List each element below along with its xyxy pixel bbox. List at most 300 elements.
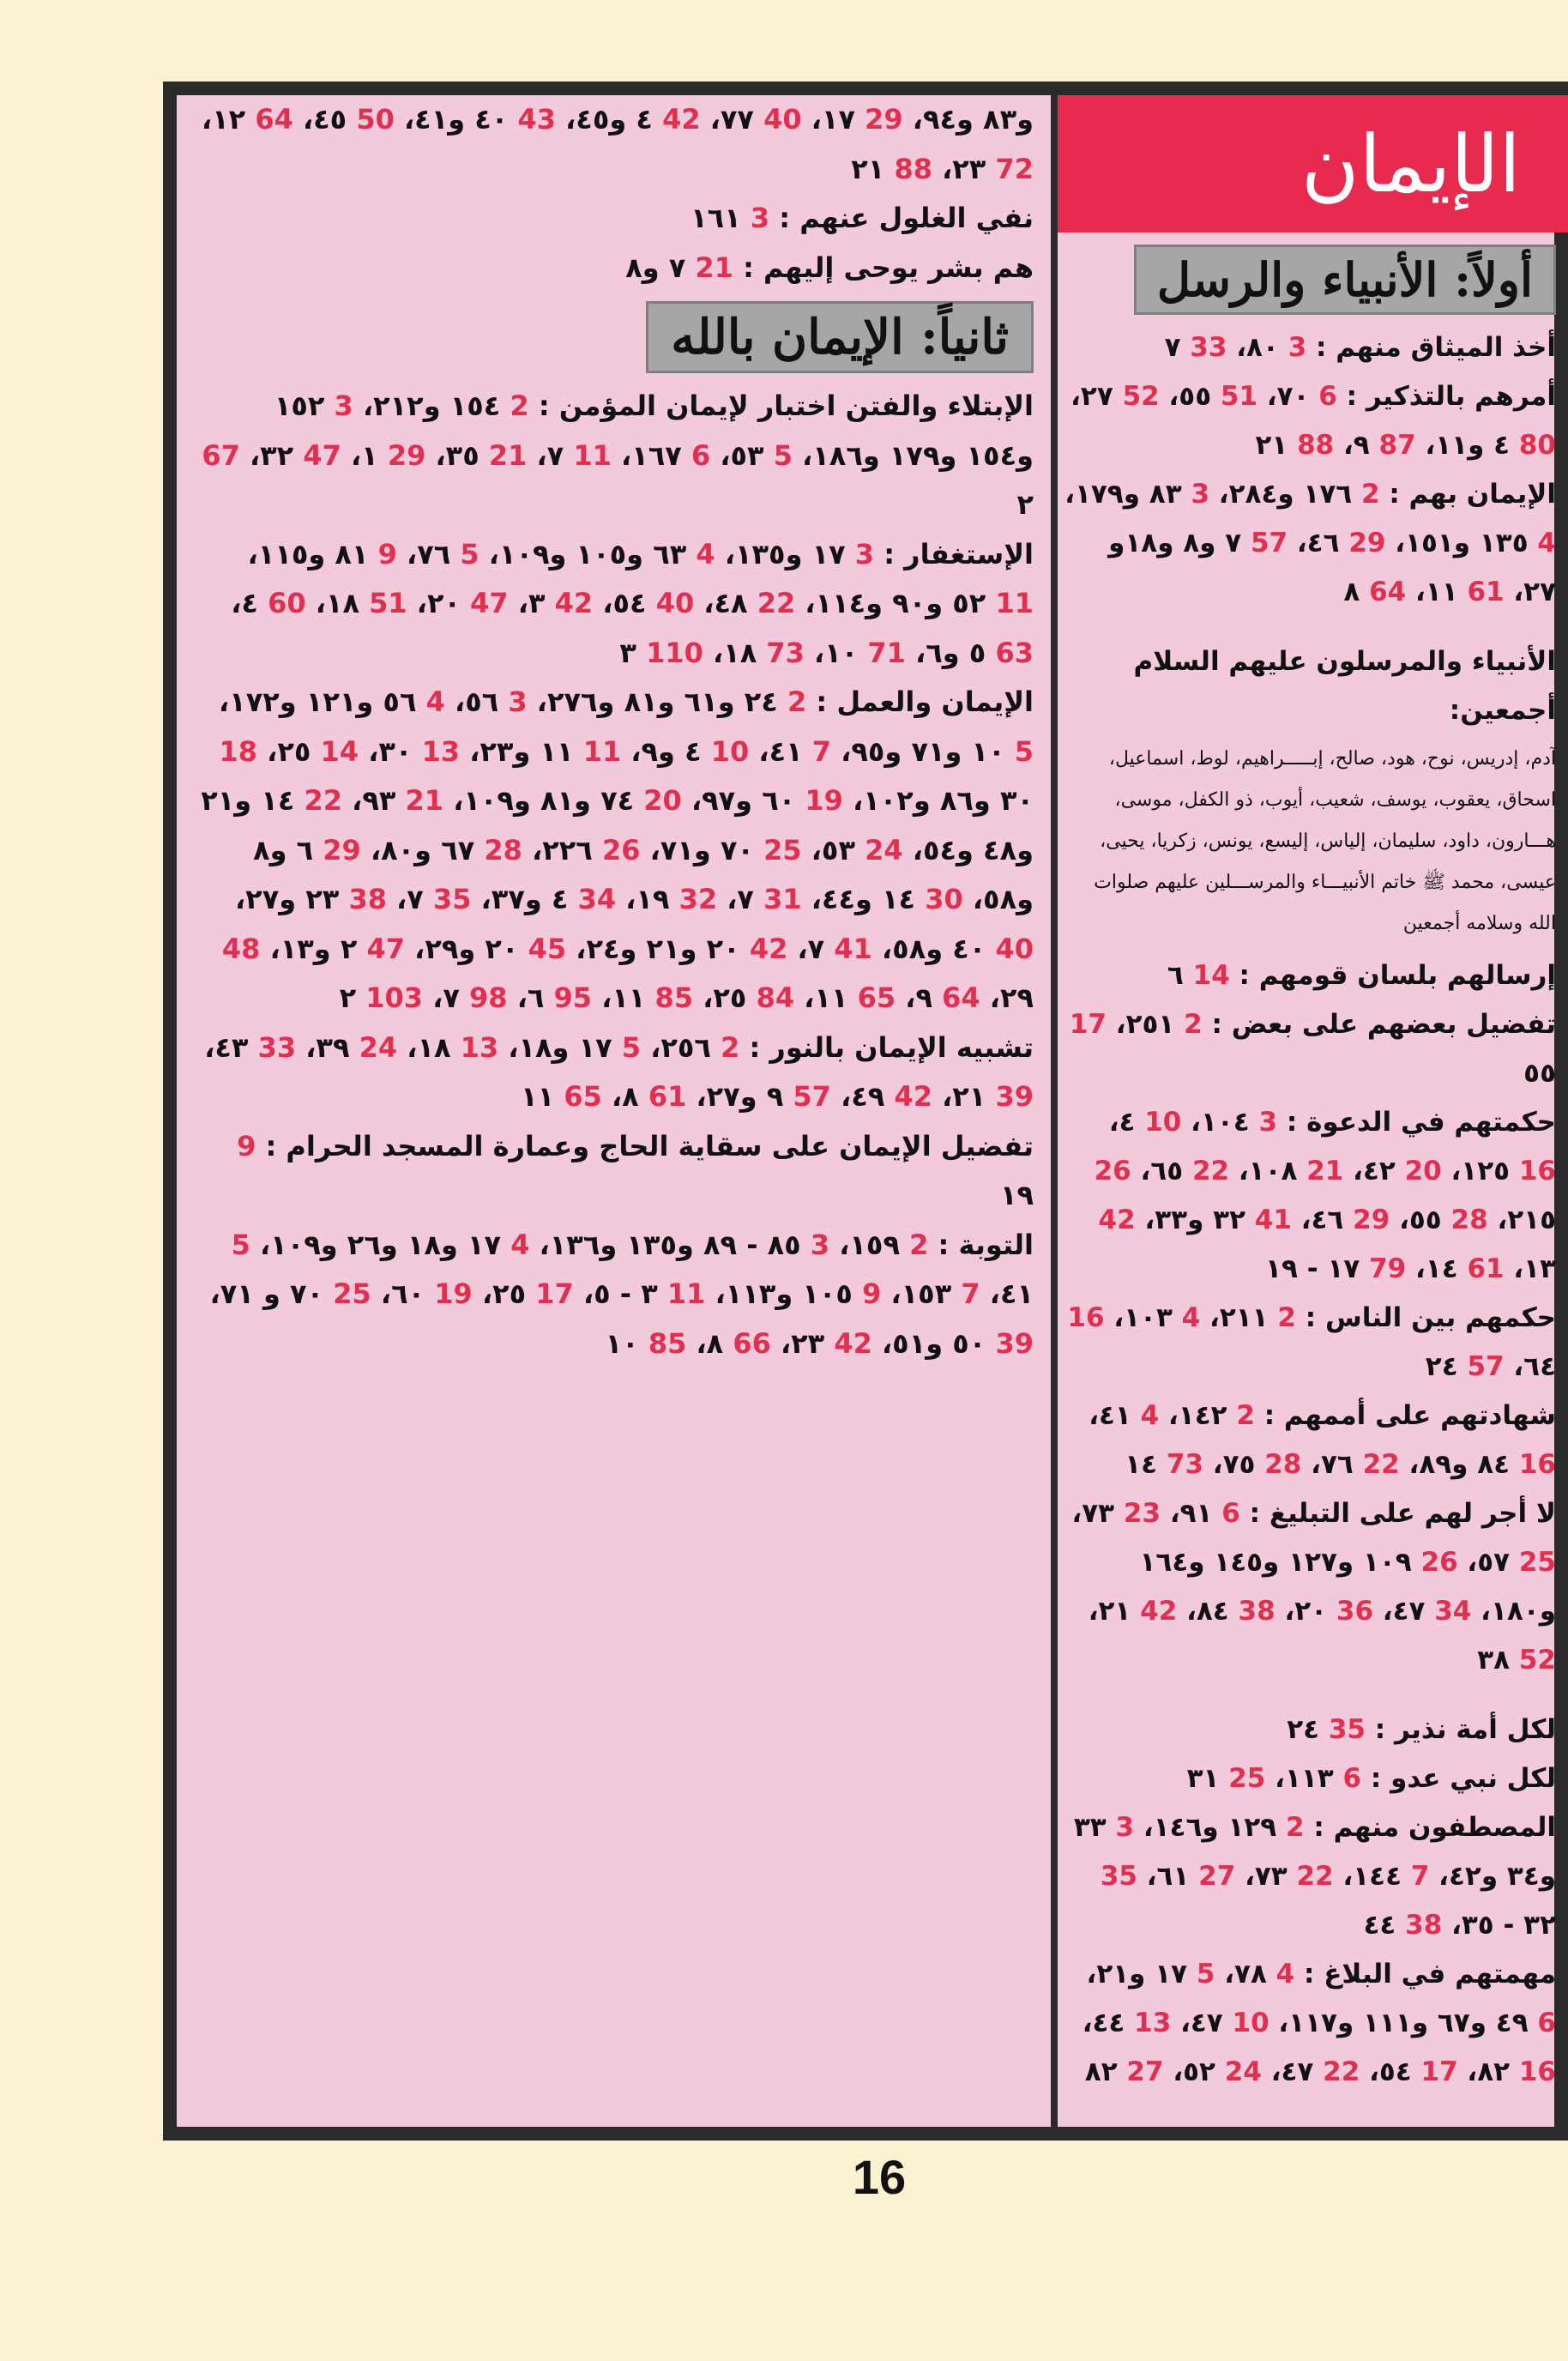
verse-numbers: ٨٢ [1084, 2056, 1118, 2087]
surah-number: 51 [369, 587, 407, 619]
surah-number: 11 [995, 587, 1034, 619]
surah-number: 61 [1467, 1253, 1505, 1284]
surah-number: 47 [470, 587, 509, 619]
surah-number: 57 [1467, 1351, 1505, 1382]
surah-number: 25 [763, 833, 802, 867]
surah-number: 22 [304, 784, 343, 817]
verse-numbers: ٥٠ و٥١، [871, 1326, 986, 1360]
verse-numbers: ٨٣ و١٧٩، [1064, 479, 1182, 510]
surah-number: 5 [773, 438, 793, 472]
index-entry: حكمتهم في الدعوة : 3 ١٠٤، 10 ٤، 16 ١٢٥، 20 ٤٢، 21 ١٠٨، 22 ٦٥، 26 ٢١٥، 28 ٥٥، 29 ٤٦، 41 ٣٢ و٣٣، 42 ١٣، 61 ١٤، 79 ١٧ - ١٩ [1094, 1107, 1556, 1284]
surah-number: 110 [646, 636, 703, 669]
index-entry: لكل نبي عدو : 6 ١١٣، 25 ٣١ [1186, 1763, 1556, 1794]
surah-number: 2 [787, 685, 807, 718]
surah-number: 60 [268, 587, 306, 619]
spacer [1064, 617, 1556, 637]
surah-number: 3 [1115, 1812, 1135, 1843]
entry-title: الإستغفار [904, 537, 1034, 571]
surah-number: 20 [1404, 1156, 1442, 1187]
verse-numbers: ٧٦، [396, 537, 451, 571]
verse-numbers: ٤٨، [694, 587, 748, 619]
verse-numbers: ٦٠، [371, 1277, 425, 1310]
surah-number: 5 [1014, 734, 1034, 768]
entry-title: الإبتلاء والفتن اختبار لإيمان المؤمن [558, 389, 1034, 422]
surah-number: 57 [1250, 528, 1288, 559]
verse-numbers: ٦٤، [1504, 1351, 1556, 1382]
verse-numbers: ٤٠ و٤١، [394, 103, 509, 136]
verse-numbers: ١٦٧، [611, 438, 682, 472]
verse-numbers: ٤٥، [292, 103, 347, 136]
verse-numbers: ٤٢، [1343, 1156, 1396, 1187]
surah-number: 42 [554, 587, 594, 619]
verse-numbers: ١٠٨، [1229, 1156, 1298, 1187]
surah-number: 4 [510, 1228, 530, 1261]
entry-title: التوبة [958, 1228, 1034, 1261]
verse-numbers: ٤ و٩، [621, 734, 702, 768]
index-entry: التوبة : 2 ١٥٩، 3 ٨٥ - ٨٩ و١٣٥ و١٣٦، 4 ١٧ و١٨ و٢٦ و١٠٩، 5 ٤١، 7 ١٥٣، 9 ١٠٥ و١١٣، 11 ٣ - ٥، 17 ٢٥، 19 ٦٠، 25 ٧٠ و ٧١، 39 ٥٠ و٥١، 42 ٢٣، 66 ٨، 85 ١٠ [209, 1228, 1034, 1360]
verse-numbers: ٢٠ و٢١ و٢٤، [566, 932, 740, 965]
index-entry: لا أجر لهم على التبليغ : 6 ٩١، 23 ٧٣، 25 ٥٧، 26 ١٠٩ و١٢٧ و١٤٥ و١٦٤ و١٨٠، 34 ٤٧، 36 ٢٠، 38 ٨٤، 42 ٢١، 52 ٣٨ [1071, 1498, 1556, 1676]
surah-number: 20 [643, 784, 682, 817]
chapter-title: الإيمان [1300, 118, 1521, 210]
verse-numbers: ٤٦، [1291, 1205, 1344, 1235]
surah-number: 32 [678, 883, 718, 915]
verse-numbers: ٤٤ [1363, 1910, 1396, 1941]
verse-numbers: ٦، [507, 981, 545, 1014]
verse-numbers: ٤ و١١، [1415, 430, 1511, 461]
verse-numbers: ٤٧، [1373, 1596, 1426, 1627]
surah-number: 9 [862, 1277, 882, 1310]
verse-numbers: ٦٠ و٩٧، [681, 784, 796, 817]
surah-number: 7 [961, 1277, 980, 1310]
surah-number: 2 [1286, 1812, 1305, 1843]
surah-number: 25 [1518, 1547, 1556, 1578]
surah-number: 26 [601, 833, 641, 867]
verse-numbers: ١٢، [201, 103, 246, 136]
surah-number: 28 [1450, 1205, 1488, 1235]
surah-number: 2 [1184, 1009, 1203, 1040]
verse-numbers: ٣٣ و٣٤ و٤٢، [1073, 1812, 1556, 1892]
surah-number: 10 [1232, 2008, 1269, 2038]
surah-number: 29 [1348, 528, 1386, 559]
verse-numbers: ٢٥، [472, 1277, 527, 1310]
right-column [1058, 95, 1568, 2127]
verse-numbers: ١٤ و٢١ و٤٨ و٥٤، [201, 784, 1034, 867]
verse-numbers: ١٧ و١٣٥، [715, 537, 846, 571]
surah-number: 5 [1196, 1959, 1215, 1990]
surah-number: 57 [793, 1080, 831, 1113]
index-entry: تفضيل بعضهم على بعض : 2 ٢٥١، 17 ٥٥ [1069, 1009, 1556, 1089]
verse-numbers: ٨٠، [1227, 332, 1279, 363]
surah-number: 24 [865, 833, 903, 867]
surah-number: 51 [1220, 381, 1258, 412]
verse-numbers: ١٢٩ و١٤٦، [1134, 1812, 1277, 1843]
surah-number: 40 [763, 103, 802, 136]
verse-numbers: ١٠، [804, 636, 859, 669]
surah-number: 27 [1126, 2056, 1164, 2087]
surah-number: 25 [1228, 1763, 1266, 1794]
surah-number: 21 [488, 438, 528, 472]
verse-numbers: ٣٥، [425, 438, 479, 472]
verse-numbers: ٥٦، [444, 685, 499, 718]
verse-numbers: ١٤ و٤٤، [801, 883, 916, 915]
chapter-banner [1058, 95, 1568, 232]
left-top-entries [201, 194, 1034, 293]
surah-number: 103 [365, 981, 424, 1014]
entry-title: لكل أمة نذير [1394, 1714, 1556, 1745]
surah-number: 18 [219, 734, 258, 768]
surah-number: 29 [865, 103, 903, 136]
verse-numbers: ٣٨ [1477, 1645, 1511, 1676]
surah-number: 66 [733, 1326, 771, 1360]
surah-number: 80 [1518, 430, 1556, 461]
verse-numbers: ٧ [1164, 332, 1181, 363]
verse-numbers: ٤ و٣٧، [471, 883, 569, 915]
verse-numbers: ٢٠، [1275, 1596, 1328, 1627]
verse-numbers: ١١، [794, 981, 848, 1014]
verse-numbers: ٣٢، [239, 438, 294, 472]
spacer [1064, 1685, 1556, 1706]
verse-numbers: ٢٠، [407, 587, 461, 619]
verse-numbers: ٢٩، [980, 981, 1034, 1014]
entry-title: أخذ الميثاق منهم [1336, 332, 1556, 363]
verse-numbers: ٧٤ و٨١ و١٠٩، [443, 784, 635, 817]
entry-title: إرسالهم بلسان قومهم [1258, 960, 1556, 991]
verse-numbers: ٥٣، [801, 833, 855, 867]
surah-number: 2 [721, 1030, 740, 1064]
verse-numbers: ٤٦، [1288, 528, 1340, 559]
surah-number: 64 [255, 103, 293, 136]
verse-numbers: ١، [341, 438, 378, 472]
surah-number: 19 [805, 784, 843, 817]
surah-number: 42 [1140, 1596, 1178, 1627]
right-entries [1064, 323, 1556, 2097]
verse-numbers: ٤، [1108, 1107, 1136, 1138]
surah-number: 43 [517, 103, 556, 136]
verse-numbers: ٧، [717, 883, 754, 915]
verse-numbers: ١٧ و٢١، [1086, 1959, 1188, 1990]
surah-number: 85 [648, 1326, 687, 1360]
surah-number: 3 [1288, 332, 1307, 363]
verse-numbers: ١٥٢ و١٥٤ و١٧٩ و١٨٦، [274, 389, 1034, 472]
page-frame [163, 82, 1568, 2141]
surah-number: 11 [582, 734, 622, 768]
verse-numbers: ٢٣، [770, 1326, 825, 1360]
verse-numbers: ١٤٤، [1333, 1861, 1402, 1892]
surah-number: 40 [995, 932, 1034, 965]
index-entry: حكمهم بين الناس : 2 ٢١١، 4 ١٠٣، 16 ٦٤، 57 ٢٤ [1067, 1302, 1556, 1382]
verse-numbers: ٦١، [1137, 1861, 1190, 1892]
index-entry: الإبتلاء والفتن اختبار لإيمان المؤمن : 2 ١٥٤ و٢١٢، 3 ١٥٢ و١٥٤ و١٧٩ و١٨٦، 5 ٥٣، 6 ١٦٧، 11 ٧، 21 ٣٥، 29 ١، 47 ٣٢، 67 ٢ [202, 389, 1034, 521]
verse-numbers: ٤١، [1089, 1400, 1131, 1431]
surah-number: 13 [1134, 2008, 1172, 2038]
verse-numbers: ٥٥، [1390, 1205, 1442, 1235]
surah-number: 5 [460, 537, 479, 571]
surah-number: 28 [1264, 1449, 1302, 1480]
verse-numbers: ١٧٦ و٢٨٤، [1209, 479, 1353, 510]
verse-numbers: ١٠٣، [1104, 1302, 1173, 1333]
entry-title: حكمتهم في الدعوة [1306, 1107, 1556, 1138]
verse-numbers: ٢١٥، [1487, 1205, 1556, 1235]
surah-number: 21 [1306, 1156, 1344, 1187]
verse-numbers: ٨ [1343, 577, 1360, 607]
verse-numbers: ٢١ [851, 152, 885, 185]
verse-numbers: ٢١، [1088, 1596, 1131, 1627]
index-entry: مهمتهم في البلاغ : 4 ٧٨، 5 ١٧ و٢١، 6 ٤٩ و٦٧ و١١١ و١١٧، 10 ٤٧، 13 ٤٤، 16 ٨٢، 17 ٥٤، 22 ٤٧، 24 ٥٢، 27 ٨٢ [1082, 1959, 1556, 2087]
verse-numbers: ١٤ [1125, 1449, 1158, 1480]
verse-numbers: ٩ و٢٧، [686, 1080, 784, 1113]
index-entry: أمرهم بالتذكير : 6 ٧٠، 51 ٥٥، 52 ٢٧، 80 ٤ و١١، 87 ٩، 88 ٢١ [1070, 381, 1556, 461]
surah-number: 5 [231, 1228, 250, 1261]
verse-numbers: ٧ و٨ [625, 251, 686, 284]
verse-numbers: ٤١، [980, 1277, 1034, 1310]
surah-number: 42 [1098, 1205, 1136, 1235]
verse-numbers: ١٠ [605, 1326, 639, 1360]
verse-numbers: ٦ و٨ و٥٨، [253, 833, 1034, 915]
verse-numbers: ١٧ و١٨ و٢٦ و١٠٩، [250, 1228, 502, 1261]
surah-number: 4 [425, 685, 445, 718]
surah-number: 3 [334, 389, 353, 422]
surah-number: 3 [508, 685, 528, 718]
left-column [177, 95, 1051, 2127]
surah-number: 28 [484, 833, 522, 867]
surah-number: 40 [655, 587, 695, 619]
surah-number: 52 [1122, 381, 1160, 412]
verse-numbers: ٢٤ و٦١ و٨١ و٢٧٦، [527, 685, 778, 718]
verse-numbers: ١١ [521, 1080, 555, 1113]
surah-number: 16 [1518, 2056, 1556, 2087]
verse-numbers: ١٧، [801, 103, 855, 136]
verse-numbers: ١٠٩ و١٢٧ و١٤٥ و١٦٤ و١٨٠، [1139, 1547, 1556, 1627]
verse-numbers: ٨٤ و٨٩، [1399, 1449, 1511, 1480]
verse-numbers: ١٧ - ١٩ [1265, 1253, 1360, 1284]
verse-numbers: ١١، [1406, 577, 1458, 607]
surah-number: 61 [1467, 577, 1505, 607]
surah-number: 71 [867, 636, 906, 669]
entry-title: الإيمان والعمل [836, 685, 1034, 718]
surah-number: 13 [460, 1030, 499, 1064]
verse-numbers: ٢ و١٣، [260, 932, 358, 965]
verse-numbers: ٢٢٦، [522, 833, 593, 867]
prophets-list: آدم، إدريس، نوح، هود، صالح، إبـــــراهيم، لوط، اسماعيل، اسحاق، يعقوب، يوسف، شعيب، أيوب، ذو الكفل، موسى، هـــارون، داود، سليمان، إلياس، إليسع، يونس، زكريا، يحيى، عيسى، محمد ﷺ خاتم الأنبيـــاء والمرســـلين عليهم صلوات الله وسلامه أجمعين [1094, 748, 1556, 934]
surah-number: 29 [323, 833, 361, 867]
surah-number: 35 [432, 883, 472, 915]
surah-number: 6 [1537, 2008, 1556, 2038]
surah-number: 38 [1238, 1596, 1276, 1627]
surah-number: 47 [366, 932, 406, 965]
page-number: 16 [852, 2150, 907, 2204]
surah-number: 29 [387, 438, 426, 472]
verse-numbers: ١١، [592, 981, 646, 1014]
verse-numbers: ٢٤ [1287, 1714, 1320, 1745]
verse-numbers: ٣٠ و٨٦ و١٠٢، [842, 784, 1034, 817]
surah-number: 64 [1369, 577, 1407, 607]
verse-numbers: ١٦١ [691, 202, 741, 234]
surah-number: 2 [1277, 1302, 1296, 1333]
verse-numbers: و٨٣ و٩٤، [902, 103, 1034, 136]
verse-numbers: ٢ [339, 981, 357, 1014]
verse-numbers: ٢١، [932, 1080, 986, 1113]
surah-number: 67 [202, 438, 240, 472]
verse-numbers: ٢٥، [693, 981, 747, 1014]
verse-numbers: ٧، [787, 932, 825, 965]
surah-number: 41 [1254, 1205, 1292, 1235]
surah-number: 21 [405, 784, 444, 817]
verse-numbers: ٢١١، [1200, 1302, 1269, 1333]
verse-numbers: ٥٤، [1360, 2056, 1412, 2087]
verse-numbers: ٥٢ و٩٠ و١١٤، [795, 587, 986, 619]
entry-title: شهادتهم على أممهم [1283, 1400, 1556, 1431]
surah-number: 65 [857, 981, 896, 1014]
surah-number: 4 [1181, 1302, 1201, 1333]
surah-number: 5 [621, 1030, 642, 1064]
verse-numbers: ٢١ [1255, 430, 1288, 461]
verse-numbers: ٤١، [749, 734, 803, 768]
surah-number: 9 [237, 1129, 256, 1162]
verse-numbers: ٥٧، [1457, 1547, 1511, 1578]
surah-number: 88 [894, 152, 932, 185]
surah-number: 64 [942, 981, 980, 1014]
surah-number: 22 [1362, 1449, 1400, 1480]
verse-numbers: ١٥٣، [881, 1277, 952, 1310]
index-entry: أخذ الميثاق منهم : 3 ٨٠، 33 ٧ [1164, 332, 1556, 363]
verse-numbers: ١٨، [703, 636, 757, 669]
verse-numbers: ٧، [527, 438, 564, 472]
verse-numbers: ٤٤، [1082, 2008, 1125, 2038]
surah-number: 10 [1144, 1107, 1182, 1138]
index-entry: الإيمان والعمل : 2 ٢٤ و٦١ و٨١ و٢٧٦، 3 ٥٦، 4 ٥٦ و١٢١ و١٧٢، 5 ١٠ و٧١ و٩٥، 7 ٤١، 10 ٤ و٩، 11 ١١ و٢٣، 13 ٣٠، 14 ٢٥، 18 ٣٠ و٨٦ و١٠٢، 19 ٦٠ و٩٧، 20 ٧٤ و٨١ و١٠٩، 21 ٩٣، 22 ١٤ و٢١ و٤٨ و٥٤، 24 ٥٣، 25 ٧٠ و٧١، 26 ٢٢٦، 28 ٦٧ و٨٠، 29 ٦ و٨ و٥٨، 30 ١٤ و٤٤، 31 ٧، 32 ١٩، 34 ٤ و٣٧، 35 ٧، 38 ٢٣ و٢٧، 40 ٤٠ و٥٨، 41 ٧، 42 ٢٠ و٢١ و٢٤، 45 ٢٠ و٢٩، 47 ٢ و١٣، 48 ٢٩، 64 ٩، 65 ١١، 84 ٢٥، 85 ١١، 95 ٦، 98 ٧، 103 ٢ [201, 685, 1034, 1014]
surah-number: 31 [763, 883, 802, 915]
surah-number: 47 [303, 438, 341, 472]
surah-number: 30 [925, 883, 963, 915]
verse-numbers: ٣١ [1186, 1763, 1220, 1794]
surah-number: 73 [1166, 1449, 1204, 1480]
verse-numbers: ٧٠ و٧١، [640, 833, 754, 867]
verse-numbers: ٥٢، [1163, 2056, 1215, 2087]
surah-number: 17 [535, 1277, 574, 1310]
surah-number: 39 [995, 1326, 1034, 1360]
verse-numbers: ٩٣، [342, 784, 396, 817]
verse-numbers: ٢٥١، [1107, 1009, 1175, 1040]
surah-number: 48 [221, 932, 261, 965]
verse-numbers: ٥٥ [1523, 1058, 1556, 1089]
verse-numbers: ٧٣، [1235, 1861, 1288, 1892]
verse-numbers: ٢٣، [932, 152, 986, 185]
verse-numbers: ٦ [1167, 960, 1184, 991]
surah-number: 61 [648, 1080, 687, 1113]
surah-number: 3 [750, 202, 770, 234]
surah-number: 24 [359, 1030, 398, 1064]
verse-numbers: ٤٣، [204, 1030, 249, 1064]
surah-number: 22 [1296, 1861, 1334, 1892]
surah-number: 88 [1297, 430, 1335, 461]
entry-title: حكمهم بين الناس [1324, 1302, 1556, 1333]
verse-numbers: ٦٥، [1131, 1156, 1184, 1187]
surah-number: 6 [1221, 1498, 1240, 1529]
verse-numbers: ٧٠، [1257, 381, 1310, 412]
verse-numbers: ٧ و٨ و١٨و ٢٧، [1108, 528, 1556, 607]
verse-numbers: ٢٥٦، [641, 1030, 711, 1064]
section-heading-prophets: أولاً: الأنبياء والرسل [1134, 245, 1556, 315]
verse-numbers: ٢٧، [1070, 381, 1113, 412]
entry-title: تشبيه الإيمان بالنور [769, 1030, 1034, 1064]
surah-number: 16 [1518, 1449, 1556, 1480]
verse-numbers: ٧، [423, 981, 460, 1014]
surah-number: 3 [854, 537, 875, 571]
verse-numbers: ٣٩، [296, 1030, 350, 1064]
surah-number: 34 [577, 883, 617, 915]
verse-numbers: ١٩، [616, 883, 670, 915]
surah-number: 6 [1342, 1763, 1362, 1794]
verse-numbers: ٢٣ و٢٧، [235, 883, 340, 915]
verse-numbers: ٥٣، [710, 438, 764, 472]
surah-number: 36 [1336, 1596, 1374, 1627]
index-entry: لكل أمة نذير : 35 ٢٤ [1287, 1714, 1556, 1745]
surah-number: 11 [666, 1277, 706, 1310]
surah-number: 2 [909, 1228, 929, 1261]
surah-number: 24 [1224, 2056, 1262, 2087]
surah-number: 17 [1420, 2056, 1458, 2087]
surah-number: 42 [834, 1326, 872, 1360]
surah-number: 98 [469, 981, 508, 1014]
index-entry: المصطفون منهم : 2 ١٢٩ و١٤٦، 3 ٣٣ و٣٤ و٤٢، 7 ١٤٤، 22 ٧٣، 27 ٦١، 35 ٣٢ - ٣٥، 38 ٤٤ [1073, 1812, 1556, 1941]
verse-numbers: ٤٧، [1261, 2056, 1314, 2087]
verse-numbers: ٣٠، [359, 734, 413, 768]
verse-numbers: ١٠٥ و١١٣، [705, 1277, 853, 1310]
surah-number: 3 [1191, 479, 1210, 510]
verse-numbers: ٤٧، [1171, 2008, 1223, 2038]
verse-numbers: ٣٢ و٣٣، [1135, 1205, 1245, 1235]
surah-number: 38 [348, 883, 387, 915]
verse-numbers: ١١ و٢٣، [460, 734, 574, 768]
surah-number: 14 [1192, 960, 1230, 991]
surah-number: 19 [434, 1277, 473, 1310]
surah-number: 42 [662, 103, 701, 136]
index-entry [1064, 637, 1556, 735]
verse-numbers: ١٧ و١٨، [498, 1030, 612, 1064]
surah-number: 29 [1353, 1205, 1390, 1235]
verse-numbers: ١٣، [1504, 1253, 1556, 1284]
surah-number: 6 [691, 438, 711, 472]
verse-numbers: ٣ [619, 636, 636, 669]
surah-number: 34 [1434, 1596, 1472, 1627]
surah-number: 4 [1537, 528, 1556, 559]
surah-number: 22 [1323, 2056, 1360, 2087]
verse-numbers: ٨، [601, 1080, 639, 1113]
verse-numbers: ٨٢، [1457, 2056, 1511, 2087]
surah-number: 10 [710, 734, 750, 768]
verse-numbers: ٦٧ و٨٠، [360, 833, 475, 867]
verse-numbers: ٤٠ و٥٨، [871, 932, 986, 965]
surah-number: 26 [1094, 1156, 1131, 1187]
verse-numbers: ٣، [508, 587, 546, 619]
verse-numbers: ٤ و٤٥، [556, 103, 653, 136]
entry-title: لكل نبي عدو [1390, 1763, 1556, 1794]
surah-number: 14 [320, 734, 359, 768]
surah-number: 22 [757, 587, 796, 619]
surah-number: 27 [1198, 1861, 1236, 1892]
index-entry: تفضيل الإيمان على سقاية الحاج وعمارة المسجد الحرام : 9 ١٩ [237, 1129, 1034, 1211]
verse-numbers: ٧، [387, 883, 424, 915]
surah-number: 65 [564, 1080, 602, 1113]
surah-number: 38 [1405, 1910, 1443, 1941]
entry-title: أمرهم بالتذكير [1366, 381, 1556, 412]
entry-title: مهمتهم في البلاغ [1324, 1959, 1556, 1990]
surah-number: 2 [510, 389, 529, 422]
surah-number: 16 [1518, 1156, 1556, 1187]
verse-numbers: ٨، [686, 1326, 724, 1360]
surah-number: 23 [1123, 1498, 1161, 1529]
